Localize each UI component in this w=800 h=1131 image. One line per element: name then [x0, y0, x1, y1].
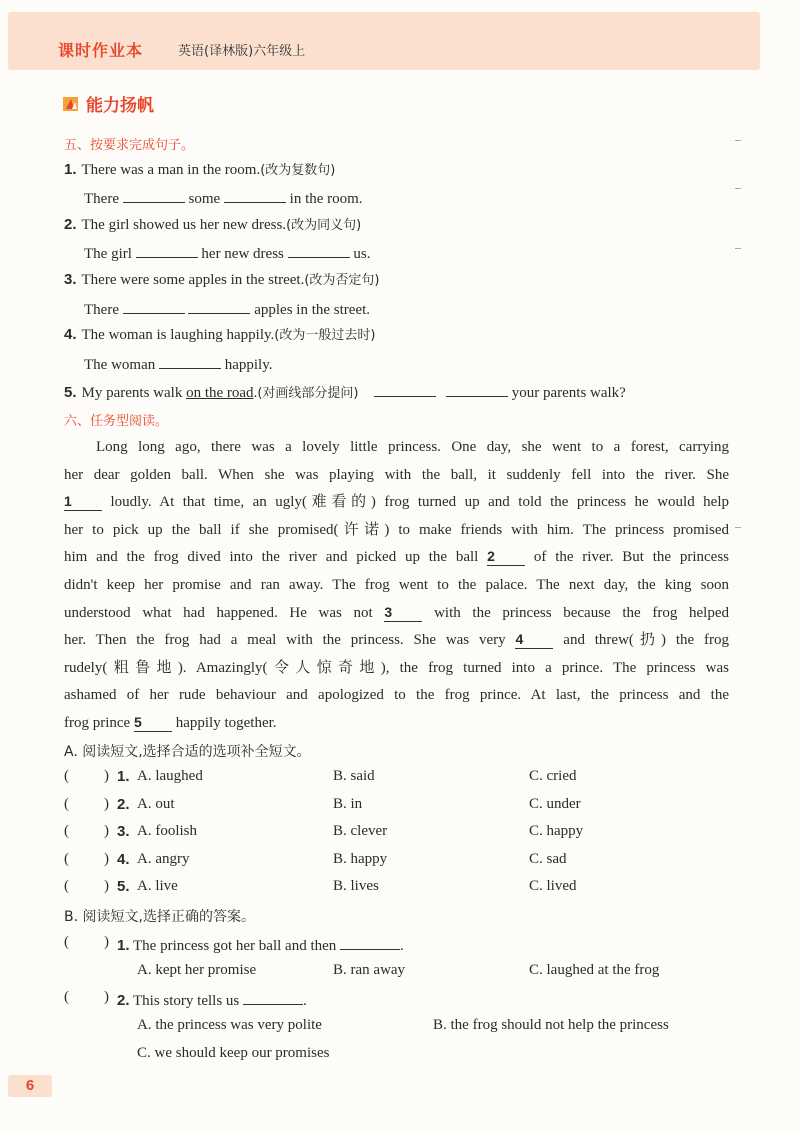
option-a[interactable]: A. angry [137, 851, 190, 867]
margin-tick [735, 248, 741, 249]
answer-blank[interactable] [224, 187, 286, 203]
section-heading [62, 91, 154, 116]
answer-blank[interactable] [288, 242, 350, 258]
option-a[interactable]: A. kept her promise [137, 962, 257, 978]
passage-blank-2[interactable]: 2 [487, 547, 525, 566]
passage-blank-3[interactable]: 3 [384, 603, 422, 622]
answer-blank[interactable] [123, 187, 185, 203]
option-b[interactable]: B. lives [333, 878, 379, 894]
passage-blank-5[interactable]: 5 [134, 713, 172, 732]
margin-tick [735, 527, 741, 528]
q5-4-answer: The woman happily. [84, 353, 273, 375]
option-b[interactable]: B. happy [333, 851, 388, 867]
answer-blank[interactable] [136, 242, 198, 258]
answer-blank[interactable] [159, 353, 221, 369]
answer-blank[interactable] [340, 934, 400, 950]
q5-3-answer: There apples in the street. [84, 298, 370, 320]
option-b[interactable]: B. clever [333, 823, 388, 839]
sail-icon [62, 95, 80, 113]
partA-heading: A. 阅读短文,选择合适的选项补全短文。 [64, 744, 311, 760]
option-a[interactable]: A. foolish [137, 823, 197, 839]
q5-5-prompt: 5. My parents walk on the road.(对画线部分提问) your parents walk? [64, 381, 626, 404]
answer-blank[interactable] [188, 298, 250, 314]
option-b[interactable]: B. ran away [333, 962, 406, 978]
option-b[interactable]: B. in [333, 796, 363, 812]
option-a[interactable]: A. live [137, 878, 178, 894]
page-number: 6 [8, 1075, 52, 1097]
q5-2-answer: The girl her new dress us. [84, 242, 370, 264]
book-subtitle: 英语(译林版)六年级上 [178, 44, 306, 59]
margin-tick [735, 188, 741, 189]
answer-blank[interactable] [123, 298, 185, 314]
q5-1-answer: There some in the room. [84, 187, 363, 209]
underlined-phrase: on the road [186, 385, 254, 401]
q5-3-prompt: 3. There were some apples in the street.(改为否定句) [64, 271, 380, 288]
q5-2-prompt: 2. The girl showed us her new dress.(改为同义句) [64, 216, 362, 233]
option-c[interactable]: C. we should keep our promises [137, 1045, 330, 1061]
option-c[interactable]: C. laughed at the frog [529, 962, 660, 978]
margin-tick [735, 140, 741, 141]
option-c[interactable]: C. happy [529, 823, 584, 839]
book-title: 课时作业本 [58, 41, 144, 60]
part5-heading: 五、按要求完成句子。 [64, 138, 195, 153]
option-a[interactable]: A. laughed [137, 768, 203, 784]
option-b[interactable]: B. said [333, 768, 375, 784]
option-c[interactable]: C. lived [529, 878, 577, 894]
option-b[interactable]: B. the frog should not help the princess [433, 1017, 669, 1033]
answer-blank[interactable] [374, 381, 436, 397]
reading-passage: Long long ago, there was a lovely little princess. One day, she went to a forest, carrying her dear golden ball. When she was playing with the ball, it suddenly fell into the river. She 1 loudly. At that time, an ugly(难看的) frog turned up and told the princess he would help her to pick up the ball if she promised(许诺) to make friends with him. The princess promised him and the frog dived into the river and picked up the ball 2 of the river. But the princess didn't keep her promise and ran away. The frog went to the palace. The next day, the king soon understood what had happened. He was not 3 with the princess because the frog helped her. Then the frog had a meal with the princess. She was very 4 and threw(扔) the frog rudely(粗鲁地). Amazingly(令人惊奇地), the frog turned into a prince. The princess was ashamed of her rude behaviour and apologized to the frog prince. At last, the princess and the frog prince 5 happily together. [64, 439, 729, 731]
q5-1-prompt: 1. There was a man in the room.(改为复数句) [64, 161, 336, 178]
part6-heading: 六、任务型阅读。 [64, 414, 169, 429]
option-c[interactable]: C. cried [529, 768, 577, 784]
option-c[interactable]: C. sad [529, 851, 567, 867]
section-title: 能力扬帆 [86, 96, 154, 116]
answer-blank[interactable] [446, 381, 508, 397]
option-a[interactable]: A. out [137, 796, 175, 812]
partB-heading: B. 阅读短文,选择正确的答案。 [64, 909, 255, 925]
option-a[interactable]: A. the princess was very polite [137, 1017, 322, 1033]
passage-blank-1[interactable]: 1 [64, 492, 102, 511]
q5-4-prompt: 4. The woman is laughing happily.(改为一般过去时) [64, 326, 376, 343]
option-c[interactable]: C. under [529, 796, 581, 812]
answer-blank[interactable] [243, 989, 303, 1005]
passage-blank-4[interactable]: 4 [515, 630, 553, 649]
